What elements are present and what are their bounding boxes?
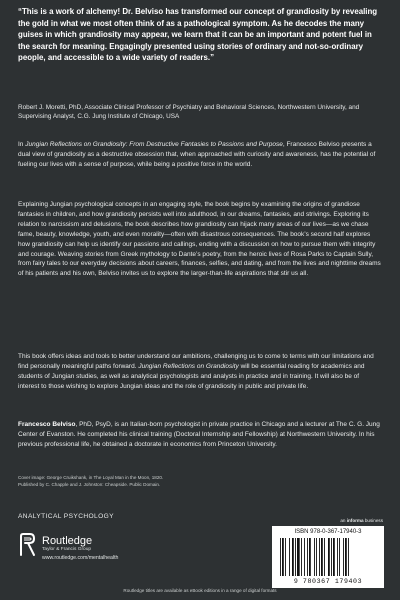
cover-credit-line1: Cover image: George Cruikshank, in The Loyal Man in the Moon, 1820. [18, 475, 164, 480]
isbn-text: ISBN 978-0-367-17940-3 [294, 529, 362, 535]
informa-brand: informa [346, 518, 364, 523]
endorsement-attribution: Robert J. Moretti, PhD, Associate Clinical Professor of Psychiatry and Behavioral Sciences, Northwestern University, and Supervising Analyst, C.G. Jung Institute of Chicago, USA [18, 104, 360, 120]
intro-suffix: , Francesco Belviso presents a dual view of grandiosity as a destructive obsession that, when approached with curiosity and awareness, has the potential of fueling our lives with a sense of purpose, while being a positive force in the world. [18, 141, 376, 168]
endorsement-quote: “This is a work of alchemy! Dr. Belviso has transformed our concept of grandiosity by revealing the gold in what we most often think of as a pathological symptom. As he decodes the many guises in which grandiosity may appear, we learn that it can be an important and potent fuel in the search for meaning. Engagingly presented using stories of ordinary and not-so-ordinary people, and accessible to a wide variety of readers.” [18, 7, 378, 63]
barcode-panel [272, 526, 384, 588]
author-bio-text: , PhD, PsyD, is an Italian-born psychologist in private practice in Chicago and a lecturer at The C. G. Jung Center of Evanston. He completed his clinical training (Doctoral Internship and Fellowship) at Northwestern University. In his previous professional life, he obtained a doctorate in economics from Princeton University. [18, 421, 380, 448]
audience-part1: This book offers ideas and tools to better understand our ambitions, challenging us to come to terms with our limitations and find personally meaningful paths forward. [18, 353, 374, 370]
publisher-logo [18, 531, 178, 567]
informa-business-label [273, 518, 383, 523]
cover-credits [18, 474, 318, 488]
intro-paragraph [18, 140, 382, 169]
cover-credit-line2: Published by C. Chapple and J. Johnston: Cheapside. Public Domain. [18, 482, 161, 487]
intro-prefix: In [18, 141, 26, 148]
barcode-icon [276, 538, 380, 580]
routledge-logo-icon [18, 533, 36, 557]
informa-suffix: business [363, 518, 383, 523]
author-name: Francesco Belviso [18, 421, 76, 428]
ebook-footer-note: Routledge titles are available as eBook editions in a range of digital formats [123, 588, 277, 593]
author-bio [18, 420, 382, 450]
audience-paragraph [18, 352, 382, 392]
intro-book-title: Jungian Reflections on Grandiosity: From Destructive Fantasies to Passions and Purpose [25, 141, 283, 148]
barcode-number: 9 780367 179403 [293, 578, 363, 585]
description-paragraph: Explaining Jungian psychological concepts in an engaging style, the book begins by examining the origins of grandiose fantasies in children, and how grandiosity persists well into adulthood, in our dreams, fantasies, and strivings. Exploring its relation to narcissism and delusions, the book describes how grandiosity can hijack many areas of our lives—as we chase fame, beauty, knowledge, youth, and even morality—often with disastrous consequences. The book’s second half explores how grandiosity can help us identify our passions and callings, ending with a discussion on how to pursue them with integrity and courage. Weaving stories from Greek mythology to Dante’s poetry, from the heroic lives of Rosa Parks to Captain Sully, from fairy tales to our everyday decisions about careers, finances, selfies, and dating, and from the lives and nighttime dreams of his patients and his own, Belviso invites us to explore the larger-than-life aspirations that stir us all. [18, 201, 381, 278]
publisher-name: Routledge [42, 535, 93, 547]
audience-part2: will be essential reading for academics and students of Jungian studies, as well as analytical psychologists and analysts in practice and in training. It will also be of interest to those wishing to explore Jungian ideas and the role of grandiosity in public and private life. [18, 362, 365, 390]
publisher-group: Taylor & Francis Group [42, 547, 92, 552]
informa-prefix: an [340, 518, 347, 523]
publisher-url[interactable]: www.routledge.com/mentalhealth [42, 555, 119, 561]
subject-category: ANALYTICAL PSYCHOLOGY [18, 513, 114, 520]
audience-book-title: Jungian Reflections on Grandiosity [138, 362, 239, 370]
